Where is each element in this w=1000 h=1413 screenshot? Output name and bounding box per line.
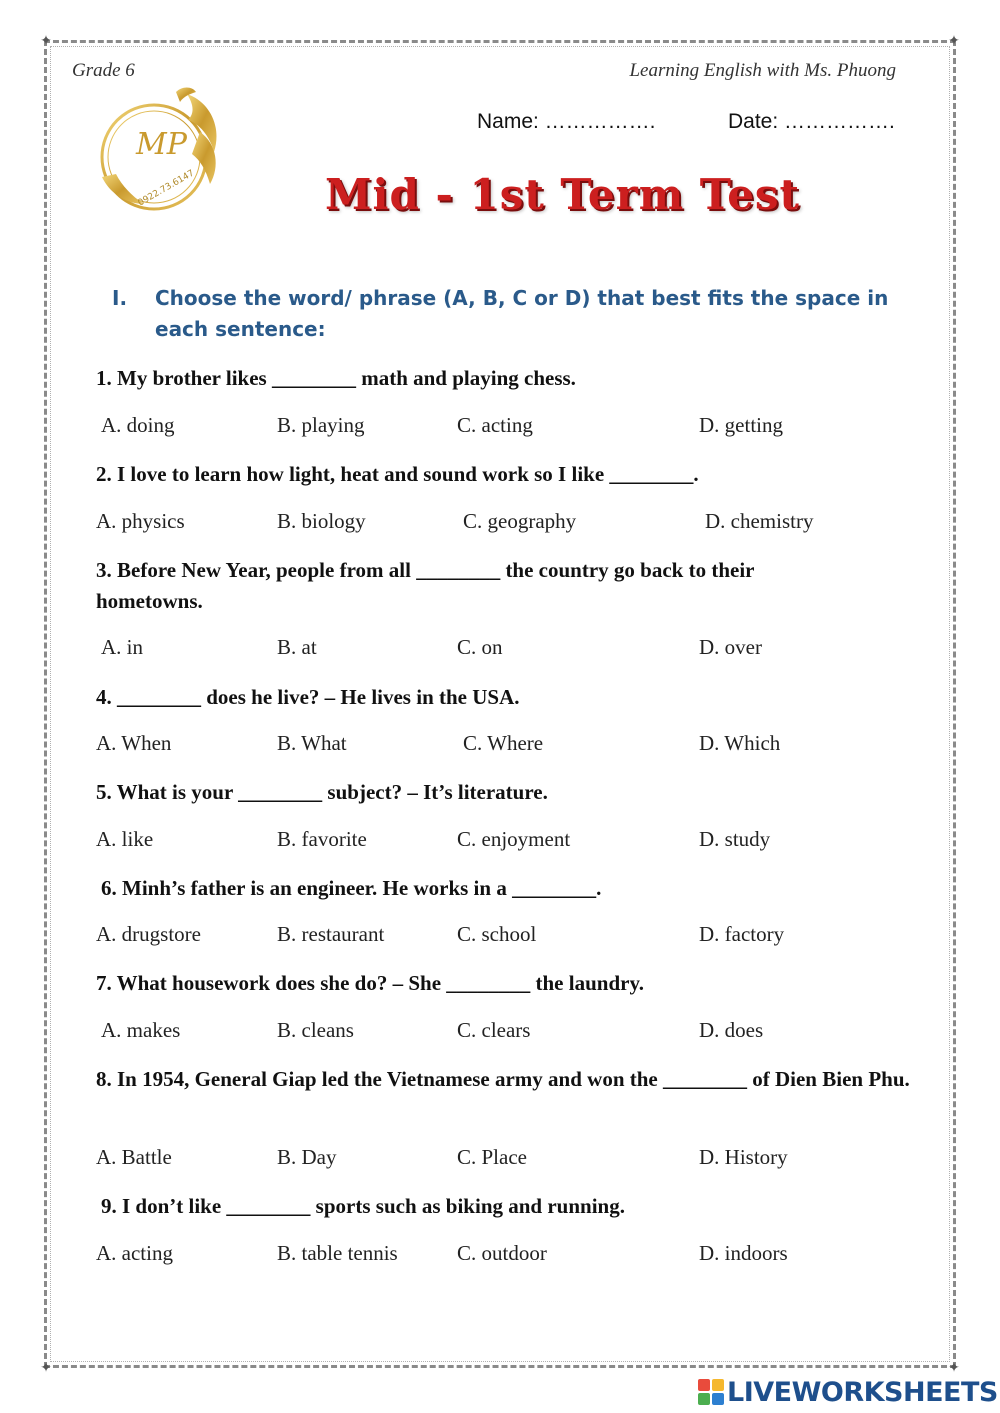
name-field[interactable]: Name: ……………. <box>477 110 656 133</box>
section-number: I. <box>112 286 128 310</box>
option-9b[interactable]: B. table tennis <box>277 1241 398 1265</box>
question-6: 6. Minh’s father is an engineer. He works in a ________. <box>101 876 602 900</box>
option-1a[interactable]: A. doing <box>101 413 175 437</box>
option-1d[interactable]: D. getting <box>699 413 783 437</box>
option-6a[interactable]: A. drugstore <box>96 922 201 946</box>
question-7: 7. What housework does she do? – She ________ the laundry. <box>96 971 645 995</box>
option-9c[interactable]: C. outdoor <box>457 1241 547 1265</box>
option-5a[interactable]: A. like <box>96 827 154 851</box>
option-2b[interactable]: B. biology <box>277 509 366 533</box>
option-1b[interactable]: B. playing <box>277 413 365 437</box>
option-8d[interactable]: D. History <box>699 1145 788 1169</box>
corner-ornament-icon: ✦ <box>948 34 960 49</box>
option-4a[interactable]: A. When <box>96 731 172 755</box>
option-5d[interactable]: D. study <box>699 827 771 851</box>
option-7d[interactable]: D. does <box>699 1018 764 1042</box>
source-label: Learning English with Ms. Phuong <box>629 60 896 81</box>
logo-initial-m: MP <box>136 127 187 162</box>
corner-ornament-icon: ✦ <box>40 34 52 49</box>
option-1c[interactable]: C. acting <box>457 413 533 437</box>
option-3c[interactable]: C. on <box>457 635 503 659</box>
question-8: 8. In 1954, General Giap led the Vietnamese army and won the ________ of Dien Bien Phu. <box>96 1067 910 1091</box>
option-7a[interactable]: A. makes <box>101 1018 181 1042</box>
question-4: 4. ________ does he live? – He lives in the USA. <box>96 685 520 709</box>
option-3a[interactable]: A. in <box>101 635 143 659</box>
question-1: 1. My brother likes ________ math and playing chess. <box>96 366 576 390</box>
section-instruction: Choose the word/ phrase (A, B, C or D) that best fits the space in each sentence: <box>155 286 889 341</box>
liveworksheets-logo-icon <box>698 1379 724 1405</box>
option-8b[interactable]: B. Day <box>277 1145 337 1169</box>
question-3: 3. Before New Year, people from all ________ the country go back to their hometowns. <box>96 558 755 613</box>
logo-phone: 0922.73.6147 <box>136 168 197 209</box>
page-title: Mid - 1st Term Test <box>325 170 800 219</box>
option-7c[interactable]: C. clears <box>457 1018 531 1042</box>
option-7b[interactable]: B. cleans <box>277 1018 354 1042</box>
watermark-text: LIVEWORKSHEETS <box>727 1376 998 1408</box>
option-5c[interactable]: C. enjoyment <box>457 827 571 851</box>
question-9: 9. I don’t like ________ sports such as biking and running. <box>101 1194 625 1218</box>
option-6b[interactable]: B. restaurant <box>277 922 385 946</box>
question-5: 5. What is your ________ subject? – It’s literature. <box>96 780 548 804</box>
option-3d[interactable]: D. over <box>699 635 762 659</box>
section-heading <box>112 283 922 345</box>
option-3b[interactable]: B. at <box>277 635 317 659</box>
grade-label: Grade 6 <box>72 60 135 81</box>
question-2: 2. I love to learn how light, heat and sound work so I like ________. <box>96 462 699 486</box>
option-6d[interactable]: D. factory <box>699 922 785 946</box>
option-8a[interactable]: A. Battle <box>96 1145 172 1169</box>
option-9d[interactable]: D. indoors <box>699 1241 788 1265</box>
option-2d[interactable]: D. chemistry <box>705 509 814 533</box>
date-field[interactable]: Date: ……………. <box>728 110 895 133</box>
option-8c[interactable]: C. Place <box>457 1145 527 1169</box>
option-2a[interactable]: A. physics <box>96 509 185 533</box>
option-6c[interactable]: C. school <box>457 922 537 946</box>
option-2c[interactable]: C. geography <box>463 509 577 533</box>
option-4c[interactable]: C. Where <box>463 731 544 755</box>
liveworksheets-watermark[interactable] <box>698 1376 998 1408</box>
option-9a[interactable]: A. acting <box>96 1241 173 1265</box>
option-5b[interactable]: B. favorite <box>277 827 367 851</box>
corner-ornament-icon: ✦ <box>948 1361 960 1376</box>
corner-ornament-icon: ✦ <box>40 1361 52 1376</box>
option-4d[interactable]: D. Which <box>699 731 781 755</box>
option-4b[interactable]: B. What <box>277 731 347 755</box>
